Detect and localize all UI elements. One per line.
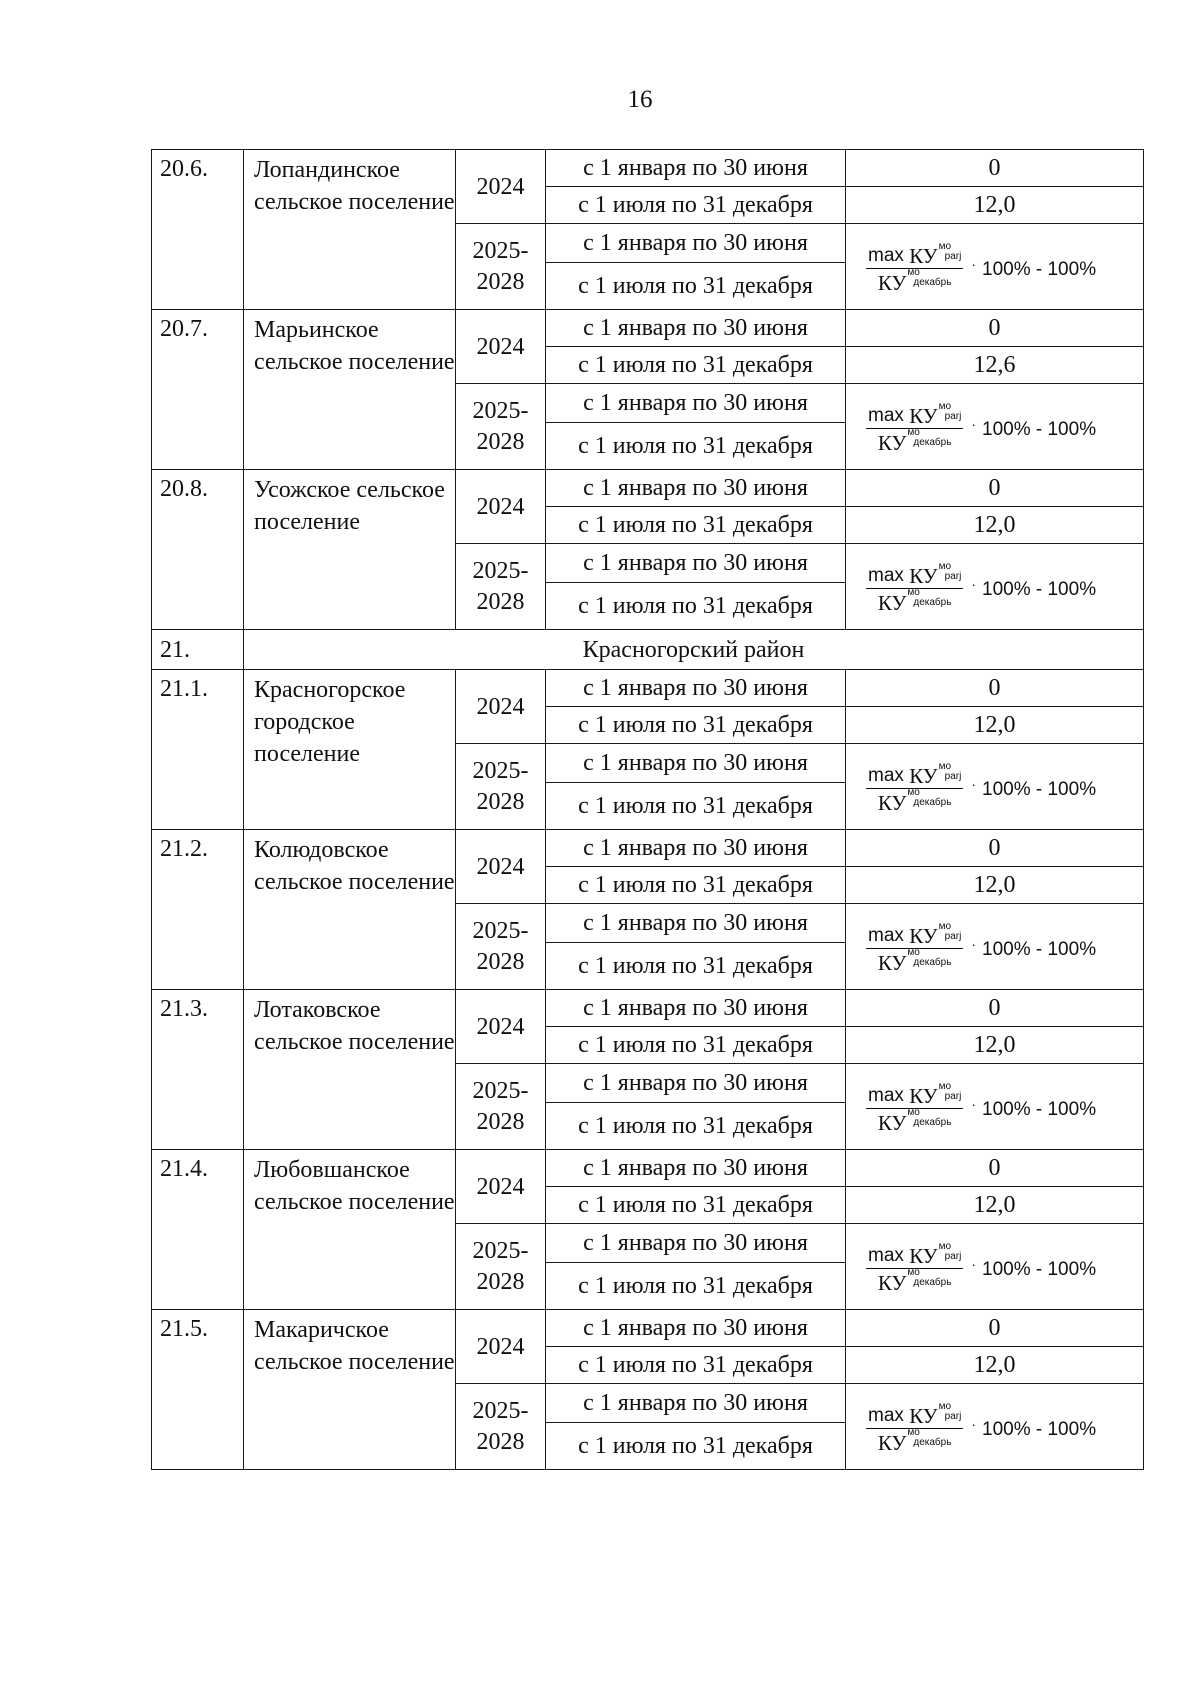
fsup-text: мо <box>938 920 952 932</box>
formula-cell <box>846 1384 1144 1470</box>
fsubden-text: декабрь <box>913 436 952 448</box>
period-h2-text: с 1 июля по 31 декабря <box>578 1352 813 1378</box>
period-h2-text: с 1 июля по 31 декабря <box>578 512 813 538</box>
frest-text: 100% - 100% <box>982 578 1097 600</box>
year-cell <box>456 990 546 1064</box>
fku-text: КУ <box>877 1430 907 1455</box>
fku-text: КУ <box>877 430 907 455</box>
num-text: 20.6. <box>160 156 208 182</box>
year-range-start-text: 2025- <box>472 557 529 584</box>
fmult-text: · <box>971 1095 977 1112</box>
fsubnum-text: parj <box>944 1090 962 1102</box>
num-text: 21.1. <box>160 676 208 702</box>
fku-text: КУ <box>909 403 938 428</box>
fsup-text: мо <box>907 586 920 598</box>
period-cell <box>546 670 846 707</box>
name-text: Красногорское городское поселение <box>254 677 406 767</box>
row-number <box>152 310 244 470</box>
period-h1-text: с 1 января по 30 июня <box>583 390 808 416</box>
num-text: 20.7. <box>160 316 208 342</box>
period-h1-text: с 1 января по 30 июня <box>583 155 808 181</box>
period-h2-text: с 1 июля по 31 декабря <box>578 192 813 218</box>
period-cell <box>546 1423 846 1470</box>
h2-value-text: 12,0 <box>973 192 1016 218</box>
name-text: Лотаковское сельское поселение <box>254 997 455 1055</box>
h1-value-text: 0 <box>988 675 1001 701</box>
fsubnum-text: parj <box>944 1250 962 1262</box>
name-text: Марьинское сельское поселение <box>254 317 455 375</box>
year-range-cell <box>456 904 546 990</box>
period-cell <box>546 150 846 187</box>
fsubden-text: декабрь <box>913 596 952 608</box>
period-h2-text: с 1 июля по 31 декабря <box>578 433 813 459</box>
settlement-name <box>244 1150 456 1310</box>
name-text: Любовшанское сельское поселение <box>254 1157 455 1215</box>
period-h1-text: с 1 января по 30 июня <box>583 1390 808 1416</box>
fsubden-text: декабрь <box>913 276 952 288</box>
year-range-cell <box>456 1064 546 1150</box>
period-cell <box>546 347 846 384</box>
year-range-start-text: 2025- <box>472 237 529 264</box>
fku-text: КУ <box>909 1243 938 1268</box>
year-cell <box>456 310 546 384</box>
period-cell <box>546 1224 846 1263</box>
formula <box>866 1400 1097 1455</box>
year-first-text: 2024 <box>476 1013 525 1040</box>
formula-fraction <box>866 1080 963 1135</box>
name-text: Макаричское сельское поселение <box>254 1317 455 1375</box>
year-range-cell <box>456 1384 546 1470</box>
fku-text: КУ <box>877 790 907 815</box>
value-cell <box>846 990 1144 1027</box>
value-cell <box>846 347 1144 384</box>
value-cell <box>846 1150 1144 1187</box>
num-text: 21. <box>160 636 190 663</box>
period-h1-text: с 1 января по 30 июня <box>583 475 808 501</box>
row-number <box>152 1150 244 1310</box>
period-cell <box>546 1263 846 1310</box>
fsubden-text: декабрь <box>913 1116 952 1128</box>
fmax-text: max <box>868 404 904 426</box>
period-h2-text: с 1 июля по 31 декабря <box>578 1113 813 1139</box>
fsubden-text: декабрь <box>913 796 952 808</box>
value-cell <box>846 150 1144 187</box>
period-cell <box>546 990 846 1027</box>
formula-cell <box>846 224 1144 310</box>
period-cell <box>546 1310 846 1347</box>
h1-value-text: 0 <box>988 1155 1001 1181</box>
value-cell <box>846 830 1144 867</box>
table-row <box>152 310 1144 347</box>
fsubden-text: декабрь <box>913 1436 952 1448</box>
fsubnum-text: parj <box>944 930 962 942</box>
fmult-text: · <box>971 415 977 432</box>
year-range-end-text: 2028 <box>476 1108 525 1135</box>
period-h2-text: с 1 июля по 31 декабря <box>578 793 813 819</box>
formula-numerator <box>866 240 963 269</box>
year-range-cell <box>456 1224 546 1310</box>
frest-text: 100% - 100% <box>982 938 1097 960</box>
period-cell <box>546 544 846 583</box>
table-row <box>152 150 1144 187</box>
period-cell <box>546 310 846 347</box>
fmult-text: · <box>971 1255 977 1272</box>
fku-text: КУ <box>909 563 938 588</box>
formula-cell <box>846 1064 1144 1150</box>
formula-fraction <box>866 1240 963 1295</box>
year-first-text: 2024 <box>476 1333 525 1360</box>
table-row <box>152 990 1144 1027</box>
fku-text: КУ <box>909 243 938 268</box>
settlement-name <box>244 470 456 630</box>
formula-fraction <box>866 240 963 295</box>
formula <box>866 760 1097 815</box>
table-row <box>152 1150 1144 1187</box>
fsubnum-text: parj <box>944 410 962 422</box>
value-cell <box>846 670 1144 707</box>
table-row <box>152 470 1144 507</box>
period-cell <box>546 187 846 224</box>
table-row <box>152 670 1144 707</box>
year-first-text: 2024 <box>476 853 525 880</box>
period-cell <box>546 1150 846 1187</box>
h2-value-text: 12,6 <box>973 352 1016 378</box>
frest-text: 100% - 100% <box>982 258 1097 280</box>
formula <box>866 560 1097 615</box>
value-cell <box>846 470 1144 507</box>
year-range-end-text: 2028 <box>476 588 525 615</box>
frest-text: 100% - 100% <box>982 1098 1097 1120</box>
fsubnum-text: parj <box>944 770 962 782</box>
h1-value-text: 0 <box>988 995 1001 1021</box>
period-cell <box>546 583 846 630</box>
frest-text: 100% - 100% <box>982 418 1097 440</box>
period-cell <box>546 507 846 544</box>
h2-value-text: 12,0 <box>973 1192 1016 1218</box>
year-range-start-text: 2025- <box>472 397 529 424</box>
formula-denominator <box>877 946 952 975</box>
fsup-text: мо <box>907 1266 920 1278</box>
formula-denominator <box>877 786 952 815</box>
year-cell <box>456 470 546 544</box>
fmax-text: max <box>868 564 904 586</box>
fku-text: КУ <box>909 923 938 948</box>
frest-text: 100% - 100% <box>982 778 1097 800</box>
formula-cell <box>846 384 1144 470</box>
row-number <box>152 990 244 1150</box>
year-range-end-text: 2028 <box>476 948 525 975</box>
value-cell <box>846 867 1144 904</box>
fsup-text: мо <box>938 760 952 772</box>
period-cell <box>546 423 846 470</box>
value-cell <box>846 310 1144 347</box>
period-cell <box>546 1064 846 1103</box>
period-h1-text: с 1 января по 30 июня <box>583 1155 808 1181</box>
formula-numerator <box>866 1080 963 1109</box>
settlement-name <box>244 310 456 470</box>
period-cell <box>546 470 846 507</box>
formula-fraction <box>866 560 963 615</box>
name-text: Колюдовское сельское поселение <box>254 837 455 895</box>
formula-numerator <box>866 400 963 429</box>
formula-numerator <box>866 760 963 789</box>
year-first-text: 2024 <box>476 1173 525 1200</box>
fmult-text: · <box>971 935 977 952</box>
period-h2-text: с 1 июля по 31 декабря <box>578 273 813 299</box>
name-text: Усожское сельское поселение <box>254 477 445 535</box>
formula-fraction <box>866 400 963 455</box>
period-cell <box>546 263 846 310</box>
fmax-text: max <box>868 764 904 786</box>
period-cell <box>546 1027 846 1064</box>
row-number <box>152 150 244 310</box>
formula-numerator <box>866 1240 963 1269</box>
formula-cell <box>846 904 1144 990</box>
period-cell <box>546 744 846 783</box>
value-cell <box>846 187 1144 224</box>
fmax-text: max <box>868 1244 904 1266</box>
h1-value-text: 0 <box>988 315 1001 341</box>
period-h1-text: с 1 января по 30 июня <box>583 1230 808 1256</box>
fku-text: КУ <box>877 270 907 295</box>
h1-value-text: 0 <box>988 835 1001 861</box>
fsup-text: мо <box>907 426 920 438</box>
formula-cell <box>846 744 1144 830</box>
period-cell <box>546 1187 846 1224</box>
period-h1-text: с 1 января по 30 июня <box>583 750 808 776</box>
year-cell <box>456 670 546 744</box>
h2-value-text: 12,0 <box>973 1352 1016 1378</box>
fsup-text: мо <box>907 1106 920 1118</box>
table-row <box>152 1310 1144 1347</box>
fmax-text: max <box>868 244 904 266</box>
formula-numerator <box>866 1400 963 1429</box>
formula <box>866 920 1097 975</box>
fmax-text: max <box>868 924 904 946</box>
formula-numerator <box>866 560 963 589</box>
fku-text: КУ <box>909 763 938 788</box>
h1-value-text: 0 <box>988 475 1001 501</box>
year-range-end-text: 2028 <box>476 788 525 815</box>
period-h2-text: с 1 июля по 31 декабря <box>578 352 813 378</box>
value-cell <box>846 1187 1144 1224</box>
tariff-table <box>151 149 1144 1470</box>
year-range-cell <box>456 544 546 630</box>
value-cell <box>846 1347 1144 1384</box>
period-h2-text: с 1 июля по 31 декабря <box>578 1032 813 1058</box>
settlement-name <box>244 670 456 830</box>
year-range-start-text: 2025- <box>472 757 529 784</box>
frest-text: 100% - 100% <box>982 1258 1097 1280</box>
period-h1-text: с 1 января по 30 июня <box>583 995 808 1021</box>
num-text: 21.4. <box>160 1156 208 1182</box>
period-h1-text: с 1 января по 30 июня <box>583 1070 808 1096</box>
fmult-text: · <box>971 775 977 792</box>
formula-denominator <box>877 426 952 455</box>
formula-denominator <box>877 266 952 295</box>
period-cell <box>546 783 846 830</box>
fsup-text: мо <box>938 1400 952 1412</box>
row-number <box>152 470 244 630</box>
period-cell <box>546 384 846 423</box>
fsup-text: мо <box>938 1240 952 1252</box>
fsup-text: мо <box>938 400 952 412</box>
formula-denominator <box>877 586 952 615</box>
fsup-text: мо <box>907 946 920 958</box>
year-cell <box>456 830 546 904</box>
h2-value-text: 12,0 <box>973 1032 1016 1058</box>
value-cell <box>846 1027 1144 1064</box>
settlement-name <box>244 990 456 1150</box>
fsubden-text: декабрь <box>913 1276 952 1288</box>
formula <box>866 1240 1097 1295</box>
year-range-start-text: 2025- <box>472 1397 529 1424</box>
period-h2-text: с 1 июля по 31 декабря <box>578 872 813 898</box>
settlement-name <box>244 1310 456 1470</box>
row-number <box>152 670 244 830</box>
year-range-cell <box>456 744 546 830</box>
fsup-text: мо <box>907 1426 920 1438</box>
year-range-end-text: 2028 <box>476 268 525 295</box>
formula-cell <box>846 1224 1144 1310</box>
period-h1-text: с 1 января по 30 июня <box>583 230 808 256</box>
fmax-text: max <box>868 1404 904 1426</box>
table-row <box>152 830 1144 867</box>
year-range-end-text: 2028 <box>476 1268 525 1295</box>
formula <box>866 1080 1097 1135</box>
district-row <box>152 630 1144 670</box>
year-range-end-text: 2028 <box>476 428 525 455</box>
year-cell <box>456 150 546 224</box>
value-cell <box>846 1310 1144 1347</box>
formula-denominator <box>877 1106 952 1135</box>
fku-text: КУ <box>877 1270 907 1295</box>
period-cell <box>546 707 846 744</box>
row-number <box>152 1310 244 1470</box>
fsubnum-text: parj <box>944 250 962 262</box>
formula-fraction <box>866 1400 963 1455</box>
period-h1-text: с 1 января по 30 июня <box>583 315 808 341</box>
fku-text: КУ <box>877 590 907 615</box>
year-cell <box>456 1150 546 1224</box>
period-cell <box>546 867 846 904</box>
year-cell <box>456 1310 546 1384</box>
district-name <box>244 630 1144 670</box>
page-number: 16 <box>627 86 653 113</box>
period-h2-text: с 1 июля по 31 декабря <box>578 712 813 738</box>
settlement-name <box>244 830 456 990</box>
year-first-text: 2024 <box>476 333 525 360</box>
period-cell <box>546 904 846 943</box>
fku-text: КУ <box>877 1110 907 1135</box>
period-h1-text: с 1 января по 30 июня <box>583 675 808 701</box>
formula <box>866 400 1097 455</box>
year-range-start-text: 2025- <box>472 917 529 944</box>
year-range-cell <box>456 224 546 310</box>
period-h1-text: с 1 января по 30 июня <box>583 910 808 936</box>
formula-denominator <box>877 1426 952 1455</box>
district-number <box>152 630 244 670</box>
h2-value-text: 12,0 <box>973 712 1016 738</box>
year-range-end-text: 2028 <box>476 1428 525 1455</box>
year-first-text: 2024 <box>476 693 525 720</box>
value-cell <box>846 707 1144 744</box>
period-h2-text: с 1 июля по 31 декабря <box>578 1433 813 1459</box>
fmult-text: · <box>971 575 977 592</box>
fsup-text: мо <box>907 266 920 278</box>
period-cell <box>546 943 846 990</box>
num-text: 21.2. <box>160 836 208 862</box>
period-h2-text: с 1 июля по 31 декабря <box>578 953 813 979</box>
fsup-text: мо <box>938 560 952 572</box>
period-h2-text: с 1 июля по 31 декабря <box>578 1273 813 1299</box>
num-text: 20.8. <box>160 476 208 502</box>
period-h2-text: с 1 июля по 31 декабря <box>578 593 813 619</box>
h2-value-text: 12,0 <box>973 872 1016 898</box>
frest-text: 100% - 100% <box>982 1418 1097 1440</box>
fmult-text: · <box>971 255 977 272</box>
fmult-text: · <box>971 1415 977 1432</box>
value-cell <box>846 507 1144 544</box>
period-cell <box>546 1103 846 1150</box>
formula-numerator <box>866 920 963 949</box>
fku-text: КУ <box>877 950 907 975</box>
settlement-name <box>244 150 456 310</box>
period-cell <box>546 830 846 867</box>
fsubden-text: декабрь <box>913 956 952 968</box>
period-h2-text: с 1 июля по 31 декабря <box>578 1192 813 1218</box>
period-h1-text: с 1 января по 30 июня <box>583 550 808 576</box>
formula-cell <box>846 544 1144 630</box>
formula-fraction <box>866 760 963 815</box>
num-text: 21.5. <box>160 1316 208 1342</box>
period-cell <box>546 1347 846 1384</box>
num-text: 21.3. <box>160 996 208 1022</box>
period-h1-text: с 1 января по 30 июня <box>583 835 808 861</box>
fsup-text: мо <box>938 1080 952 1092</box>
year-first-text: 2024 <box>476 173 525 200</box>
formula <box>866 240 1097 295</box>
h1-value-text: 0 <box>988 155 1001 181</box>
row-number <box>152 830 244 990</box>
fku-text: КУ <box>909 1403 938 1428</box>
formula-denominator <box>877 1266 952 1295</box>
h2-value-text: 12,0 <box>973 512 1016 538</box>
year-range-cell <box>456 384 546 470</box>
fsubnum-text: parj <box>944 1410 962 1422</box>
formula-fraction <box>866 920 963 975</box>
period-cell <box>546 1384 846 1423</box>
h1-value-text: 0 <box>988 1315 1001 1341</box>
period-cell <box>546 224 846 263</box>
period-h1-text: с 1 января по 30 июня <box>583 1315 808 1341</box>
fsup-text: мо <box>938 240 952 252</box>
fsubnum-text: parj <box>944 570 962 582</box>
year-range-start-text: 2025- <box>472 1077 529 1104</box>
fmax-text: max <box>868 1084 904 1106</box>
fku-text: КУ <box>909 1083 938 1108</box>
name-text: Красногорский район <box>582 636 805 663</box>
name-text: Лопандинское сельское поселение <box>254 157 455 215</box>
year-range-start-text: 2025- <box>472 1237 529 1264</box>
year-first-text: 2024 <box>476 493 525 520</box>
fsup-text: мо <box>907 786 920 798</box>
